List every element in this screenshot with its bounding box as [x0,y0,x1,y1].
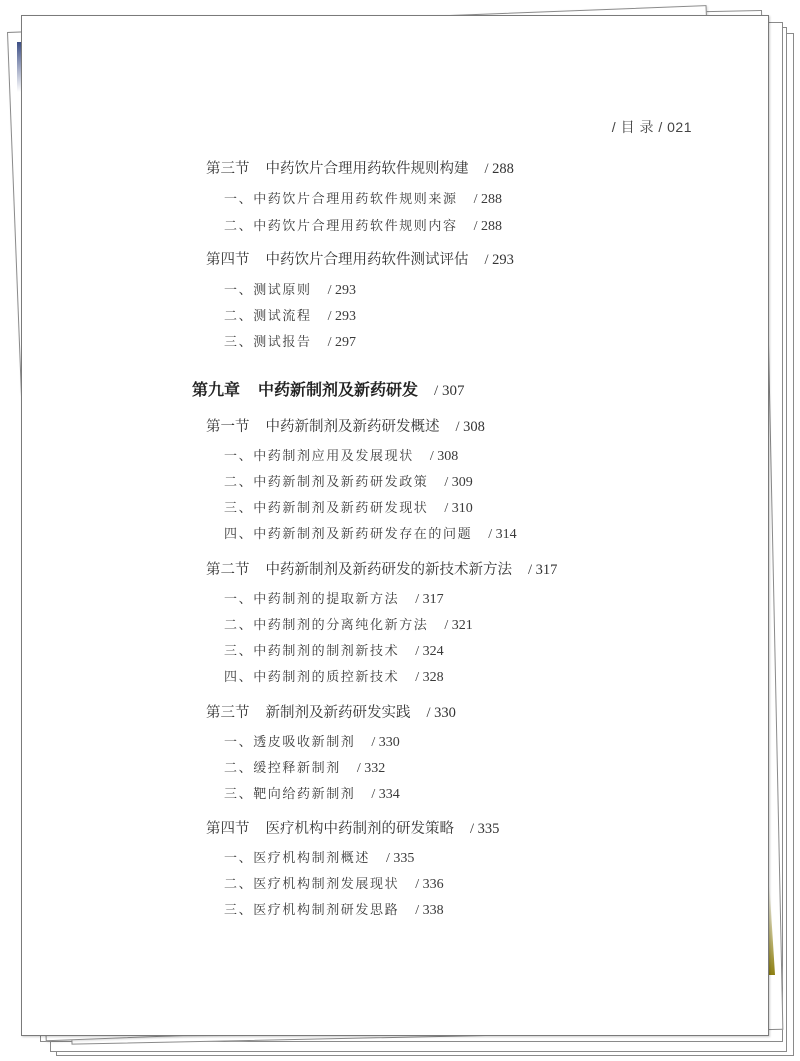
item-title: 二、中药饮片合理用药软件规则内容 [224,219,458,234]
page-number: / 334 [371,787,400,802]
item-title: 二、医疗机构制剂发展现状 [224,877,400,892]
toc-section [206,420,485,435]
page-number: / 309 [444,475,473,490]
item-title: 一、测试原则 [224,283,312,298]
toc-section [206,706,456,721]
page-number: / 310 [444,501,473,516]
toc-item [224,476,473,490]
page-number: / 317 [415,592,444,607]
page-number: / 328 [415,670,444,685]
toc-item [224,310,356,324]
item-title: 二、中药新制剂及新药研发政策 [224,475,429,490]
page-number: / 288 [473,192,502,207]
toc-item [224,762,385,776]
toc-item [224,593,444,607]
page-number: / 308 [429,449,459,464]
page-number: / 332 [356,761,386,776]
section-number: 第一节 [206,419,250,435]
toc-item [224,450,458,464]
item-title: 四、中药新制剂及新药研发存在的问题 [224,527,473,542]
section-number: 第三节 [206,161,250,177]
item-title: 三、中药新制剂及新药研发现状 [224,501,429,516]
item-title: 一、医疗机构制剂概述 [224,851,371,866]
item-title: 三、测试报告 [224,335,312,350]
section-title: 中药新制剂及新药研发概述 [265,419,440,435]
toc-section [206,162,514,177]
toc-item [224,336,356,350]
toc-item [224,788,400,802]
page-number: / 321 [444,618,473,633]
section-title: 中药饮片合理用药软件测试评估 [265,252,469,268]
toc-section [206,253,514,268]
toc-item [224,220,502,234]
section-number: 第二节 [206,562,250,578]
section-title: 新制剂及新药研发实践 [265,705,411,721]
chapter-title: 中药新制剂及新药研发 [258,380,419,399]
page-number: / 330 [371,735,400,750]
toc-item [224,193,502,207]
page-number: / 288 [473,219,502,234]
section-title: 中药新制剂及新药研发的新技术新方法 [265,562,512,578]
section-title: 医疗机构中药制剂的研发策略 [265,821,454,837]
toc-item [224,502,473,516]
toc-item [224,284,356,298]
page-number: / 293 [327,309,356,324]
page-number: / 330 [426,705,456,721]
page-number: / 336 [415,877,444,892]
page-number: / 288 [484,161,514,177]
page-number: / 293 [484,252,514,268]
page-number: / 324 [415,644,444,659]
page-number: / 293 [327,283,356,298]
item-title: 二、中药制剂的分离纯化新方法 [224,618,429,633]
page-number: / 338 [415,903,444,918]
toc-item [224,904,444,918]
toc-item [224,528,517,542]
item-title: 四、中药制剂的质控新技术 [224,670,400,685]
item-title: 一、中药制剂应用及发展现状 [224,449,414,464]
running-head: / 目 录 / 021 [611,119,692,135]
toc-item [224,671,444,685]
page-number: / 297 [327,335,356,350]
toc-item [224,645,444,659]
section-number: 第三节 [206,705,250,721]
page-number: / 317 [528,562,558,578]
toc-item [224,878,444,892]
toc-item [224,736,400,750]
section-title: 中药饮片合理用药软件规则构建 [265,161,469,177]
item-title: 二、缓控释新制剂 [224,761,341,776]
page-number: / 335 [386,851,415,866]
item-title: 三、中药制剂的制剂新技术 [224,644,400,659]
toc-section [206,563,557,578]
toc-chapter [192,382,464,399]
item-title: 一、中药饮片合理用药软件规则来源 [224,192,458,207]
section-number: 第四节 [206,252,250,268]
toc-item [224,852,414,866]
page-number: / 335 [470,821,500,837]
toc-section [206,822,499,837]
item-title: 三、靶向给药新制剂 [224,787,356,802]
page-number: / 314 [488,527,517,542]
toc-item [224,619,473,633]
item-title: 一、中药制剂的提取新方法 [224,592,400,607]
section-number: 第四节 [206,821,250,837]
page-number: / 307 [434,383,465,399]
chapter-number: 第九章 [192,380,241,399]
item-title: 三、医疗机构制剂研发思路 [224,903,400,918]
item-title: 二、测试流程 [224,309,312,324]
page-number: / 308 [455,419,485,435]
item-title: 一、透皮吸收新制剂 [224,735,356,750]
